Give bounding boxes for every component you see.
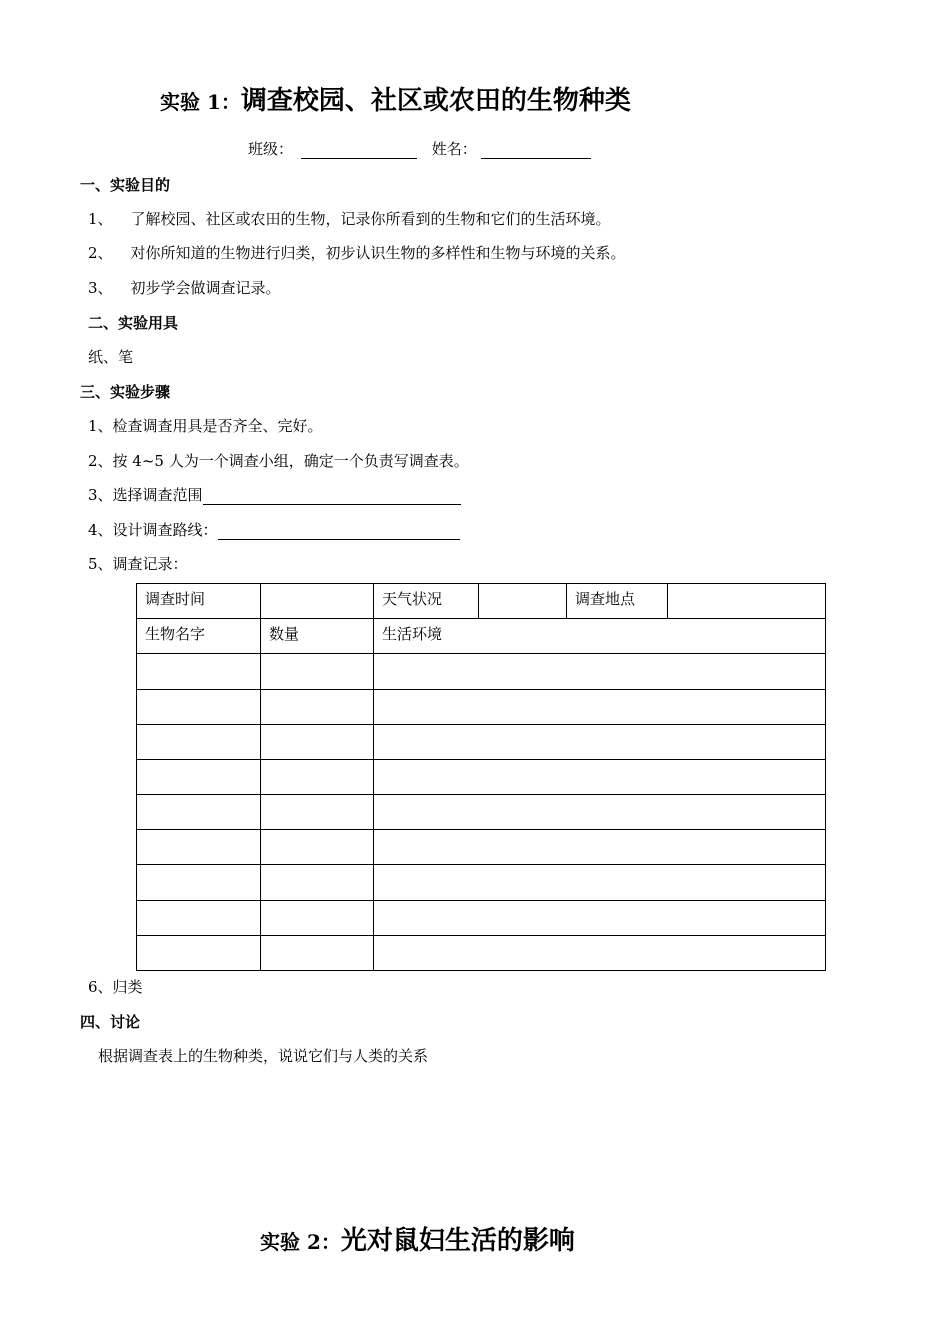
table-cell[interactable] [374,795,826,830]
table-cell[interactable] [374,935,826,970]
header-habitat: 生活环境 [374,619,826,654]
purpose-item-number: 1、 [88,210,113,228]
table-row [137,584,826,619]
table-cell[interactable] [374,865,826,900]
table-cell[interactable] [261,935,374,970]
table-cell[interactable] [137,830,261,865]
table-cell[interactable] [261,689,374,724]
experiment-2-prefix: 实验 2： [260,1230,341,1254]
header-count: 数量 [261,619,374,654]
tools-text: 纸、笔 [88,348,134,366]
table-row [137,900,826,935]
step-5: 5、调查记录： [88,555,188,573]
table-cell[interactable] [137,689,261,724]
table-row [137,689,826,724]
header-organism-name: 生物名字 [137,619,261,654]
section-discussion-heading: 四、讨论 [80,1013,141,1031]
experiment-2-title [260,1220,575,1257]
table-cell[interactable] [137,900,261,935]
route-blank[interactable] [218,522,460,540]
step-6: 6、归类 [88,978,143,996]
table-cell[interactable] [261,900,374,935]
header-weather: 天气状况 [374,584,479,619]
purpose-item-number: 3、 [88,279,113,297]
table-cell[interactable] [374,900,826,935]
header-time: 调查时间 [137,584,261,619]
step-2: 2、按 4~5 人为一个调查小组，确定一个负责写调查表。 [88,452,469,470]
table-cell[interactable] [374,830,826,865]
table-cell[interactable] [137,654,261,689]
place-cell[interactable] [668,584,826,619]
survey-record-table [136,583,826,971]
purpose-item [88,277,281,298]
header-place: 调查地点 [567,584,668,619]
table-cell[interactable] [261,654,374,689]
discussion-text: 根据调查表上的生物种类，说说它们与人类的关系 [98,1047,429,1065]
step-3 [88,484,461,505]
name-blank[interactable] [481,142,591,159]
experiment-1-prefix: 实验 1： [160,90,241,114]
experiment-2-title-text: 光对鼠妇生活的影响 [340,1226,575,1256]
table-cell[interactable] [374,689,826,724]
table-cell[interactable] [137,759,261,794]
purpose-item [88,242,626,263]
purpose-item [88,208,611,229]
table-cell[interactable] [261,759,374,794]
experiment-1-title [160,80,631,117]
table-row [137,759,826,794]
name-label: 姓名： [431,140,477,158]
purpose-item-text: 初步学会做调查记录。 [130,279,281,297]
student-info-line [248,138,591,159]
table-cell[interactable] [137,935,261,970]
table-cell[interactable] [374,759,826,794]
section-purpose-heading: 一、实验目的 [80,176,171,194]
purpose-item-text: 对你所知道的生物进行归类，初步认识生物的多样性和生物与环境的关系。 [130,244,626,262]
table-row [137,795,826,830]
section-steps-heading: 三、实验步骤 [80,383,171,401]
scope-blank[interactable] [203,487,461,505]
section-tools-heading: 二、实验用具 [88,314,179,332]
table-cell[interactable] [261,795,374,830]
table-row [137,724,826,759]
step-4-text: 4、设计调查路线： [88,521,218,539]
table-cell[interactable] [137,865,261,900]
step-1: 1、检查调查用具是否齐全、完好。 [88,417,323,435]
table-row [137,830,826,865]
table-cell[interactable] [261,724,374,759]
step-3-text: 3、选择调查范围 [88,486,203,504]
time-cell[interactable] [261,584,374,619]
table-cell[interactable] [374,654,826,689]
table-cell[interactable] [137,724,261,759]
table-row [137,654,826,689]
table-cell[interactable] [137,795,261,830]
table-cell[interactable] [374,724,826,759]
experiment-1-title-text: 调查校园、社区或农田的生物种类 [240,86,631,116]
class-label: 班级： [248,140,294,158]
table-row [137,619,826,654]
class-blank[interactable] [301,142,417,159]
table-cell[interactable] [261,865,374,900]
step-4 [88,519,460,540]
table-cell[interactable] [261,830,374,865]
purpose-item-text: 了解校园、社区或农田的生物，记录你所看到的生物和它们的生活环境。 [130,210,611,228]
weather-cell[interactable] [479,584,567,619]
purpose-item-number: 2、 [88,244,113,262]
table-row [137,865,826,900]
table-row [137,935,826,970]
